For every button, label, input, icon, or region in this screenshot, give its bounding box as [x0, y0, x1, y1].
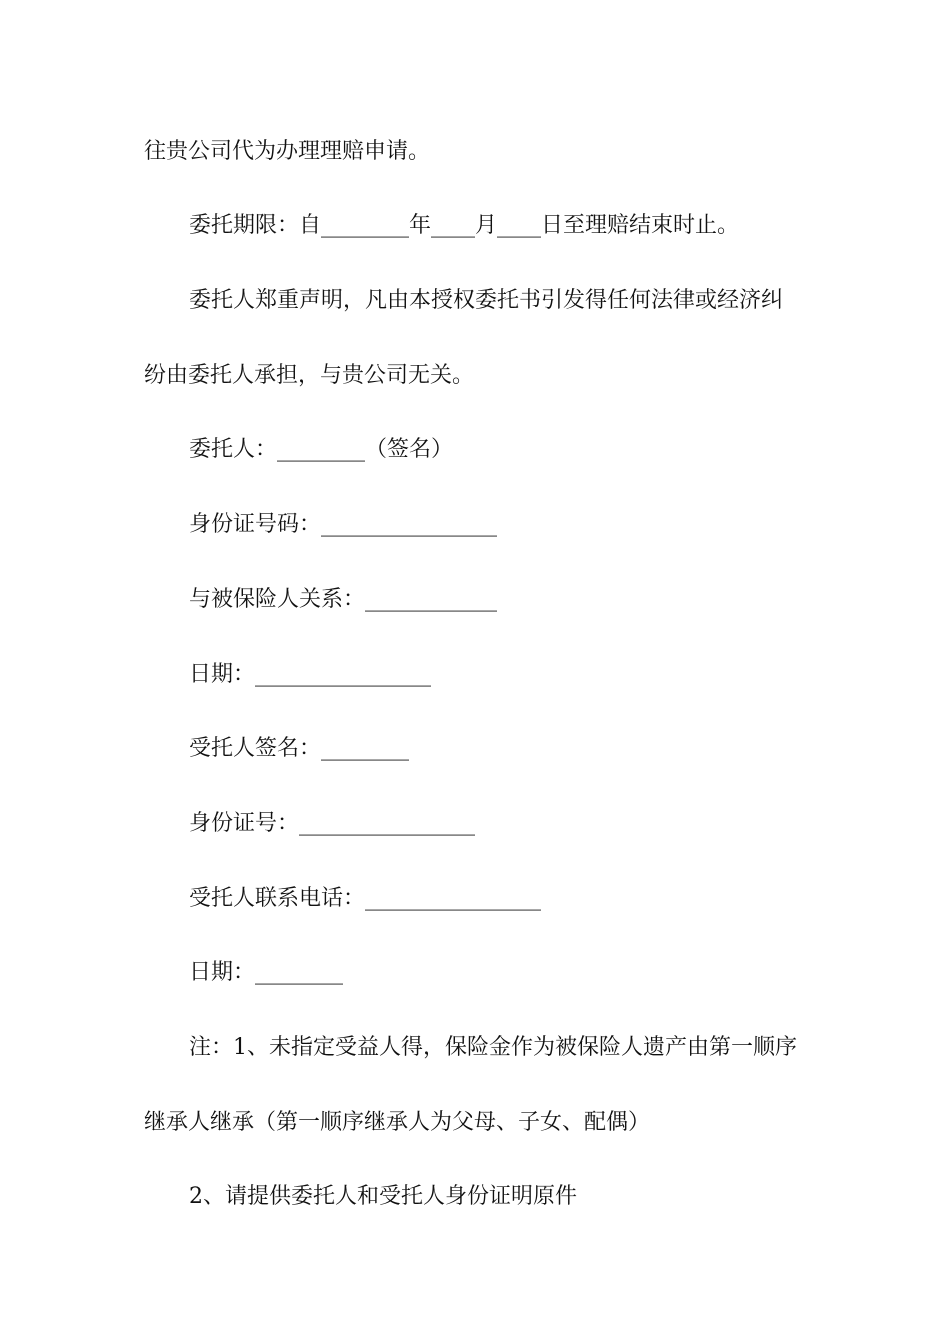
- text-line-date-2: [0, 953, 950, 993]
- text: 继承人继承（第一顺序继承人为父母、子女、配偶）: [144, 1110, 651, 1135]
- text: 委托期限：自________年____月____日至理赔结束时止。: [189, 213, 740, 238]
- text: 身份证号码：________________: [189, 512, 498, 537]
- text: 注：1、未指定受益人得，保险金作为被保险人遗产由第一顺序: [189, 1035, 797, 1060]
- text: 委托人郑重声明，凡由本授权委托书引发得任何法律或经济纠: [189, 288, 784, 313]
- text: 2、请提供委托人和受托人身份证明原件: [189, 1184, 577, 1209]
- text: 身份证号：________________: [189, 811, 476, 836]
- text-line-declaration-2: [0, 356, 950, 396]
- text-line-declaration-1: [0, 281, 950, 321]
- text: 日期：________: [189, 960, 344, 985]
- text: 日期：________________: [189, 662, 432, 687]
- text-line-relationship: [0, 580, 950, 620]
- text-line-trustee-id: [0, 804, 950, 844]
- text-line-trustee-phone: [0, 879, 950, 919]
- text-line-date-1: [0, 655, 950, 695]
- text-line-authorization-continuation: [0, 132, 950, 172]
- text: 与被保险人关系：____________: [189, 587, 498, 612]
- text: 往贵公司代为办理理赔申请。: [144, 139, 431, 164]
- text: 委托人：________（签名）: [189, 437, 454, 462]
- text-line-note-1a: [0, 1028, 950, 1068]
- text: 受托人签名：________: [189, 736, 410, 761]
- text-line-note-1b: [0, 1103, 950, 1143]
- text-line-note-2: [0, 1177, 950, 1217]
- text-line-trustee-signature: [0, 729, 950, 769]
- text: 受托人联系电话：________________: [189, 886, 542, 911]
- text-line-entrust-period: [0, 206, 950, 246]
- text-line-entruster-id: [0, 505, 950, 545]
- text-line-entruster-signature: [0, 430, 950, 470]
- text: 纷由委托人承担，与贵公司无关。: [144, 363, 475, 388]
